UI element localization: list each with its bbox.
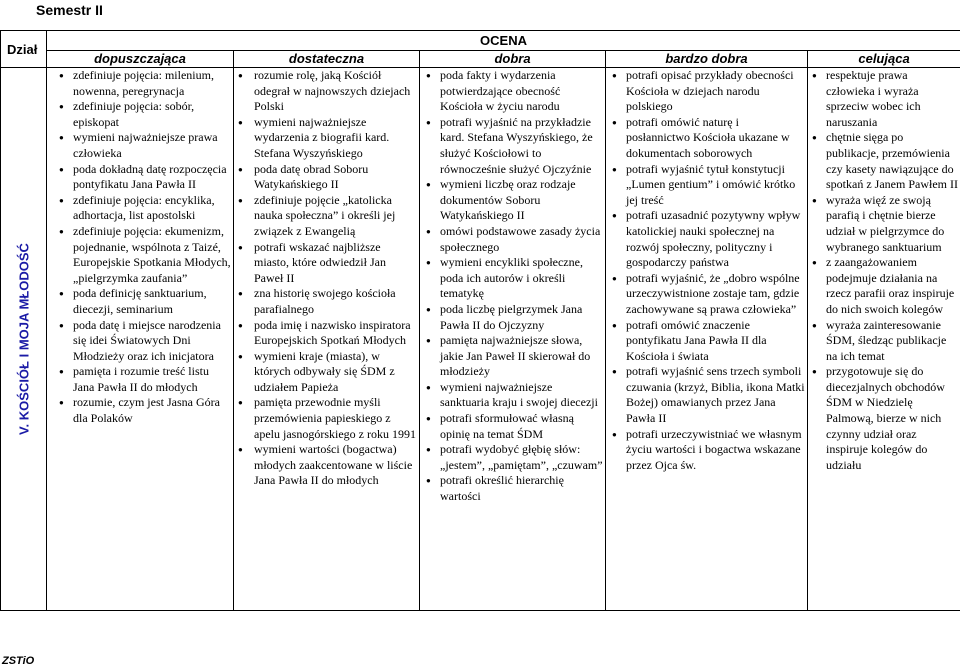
semester-title: Semestr II (36, 2, 103, 18)
requirement-item: ● zdefiniuje pojęcia: sobór, episkopat (55, 99, 231, 130)
dzial-header (1, 31, 47, 68)
requirement-item: ● pamięta i rozumie treść listu Jana Pawła II do młodych (55, 364, 231, 395)
column-celujaca (808, 68, 960, 611)
requirement-item: ● wymieni liczbę oraz rodzaje dokumentów Soboru Watykańskiego II (420, 177, 603, 224)
requirement-item: ● wymieni najważniejsze sanktuaria kraju i swojej diecezji (420, 380, 603, 411)
requirement-item: ● zdefiniuje pojęcia: encyklika, adhortacja, list apostolski (55, 193, 231, 224)
requirement-item: ● poda dokładną datę rozpoczęcia pontyfikatu Jana Pawła II (55, 162, 231, 193)
requirement-item: ● potrafi wyjaśnić tytuł konstytucji „Lumen gentium” i omówić krótko jej treść (606, 162, 805, 209)
requirement-item: ● rozumie, czym jest Jasna Góra dla Polaków (55, 395, 231, 426)
requirement-item: ● potrafi sformułować własną opinię na temat ŚDM (420, 411, 603, 442)
requirement-item: ● potrafi wskazać najbliższe miasto, które odwiedził Jan Paweł II (234, 240, 417, 287)
requirement-item: ● poda imię i nazwisko inspiratora Europejskich Spotkań Młodych (234, 318, 417, 349)
level-header-dopuszczajaca: dopuszczająca (47, 50, 234, 67)
dzial-label: Dział (7, 41, 38, 57)
requirement-item: ● wyraża zainteresowanie ŚDM, śledząc publikacje na ich temat (808, 318, 958, 365)
requirement-item: ● zdefiniuje pojęcia: milenium, nowenna, peregrynacja (55, 68, 231, 99)
level-header-celujaca: celująca (808, 50, 960, 67)
requirement-item: ● poda definicję sanktuarium, diecezji, seminarium (55, 286, 231, 317)
requirement-item: ● wymieni najważniejsze prawa człowieka (55, 130, 231, 161)
requirement-item: ● poda fakty i wydarzenia potwierdzające obecność Kościoła w życiu narodu (420, 68, 603, 115)
requirement-item: ● potrafi omówić znaczenie pontyfikatu Jana Pawła II dla Kościoła i świata (606, 318, 805, 365)
column-dobra (420, 68, 606, 611)
requirement-item: ● potrafi wyjaśnić, że „dobro wspólne urzeczywistnione zostaje tam, gdzie zachowywane są prawa człowieka” (606, 271, 805, 318)
requirement-item: ● przygotowuje się do diecezjalnych obchodów ŚDM w Niedzielę Palmową, bierze w nich czynny udział oraz inspiruje kolegów do udziału (808, 364, 958, 473)
grading-table (0, 30, 960, 611)
section-cell (1, 68, 47, 611)
ocena-header: OCENA (47, 31, 960, 51)
requirement-item: ● poda datę obrad Soboru Watykańskiego II (234, 162, 417, 193)
requirement-item: ● chętnie sięga po publikacje, przemówienia czy kasety nawiązujące do spotkań z Janem Pawłem II (808, 130, 958, 192)
requirement-item: ● z zaangażowaniem podejmuje działania na rzecz parafii oraz inspiruje do nich swoich kolegów (808, 255, 958, 317)
requirement-item: ● zdefiniuje pojęcia: ekumenizm, pojednanie, wspólnota z Taizé, Europejskie Spotkania Młodych, „pielgrzymka zaufania” (55, 224, 231, 286)
requirement-item: ● wymieni kraje (miasta), w których odbywały się ŚDM z udziałem Papieża (234, 349, 417, 396)
requirement-list (420, 68, 605, 505)
requirement-item: ● potrafi określić hierarchię wartości (420, 473, 603, 504)
requirement-item: ● wymieni wartości (bogactwa) młodych zaakcentowane w liście Jana Pawła II do młodych (234, 442, 417, 489)
requirement-item: ● potrafi wyjaśnić sens trzech symboli czuwania (krzyż, Biblia, ikona Matki Bożej) omawianych przez Jana Pawła II (606, 364, 805, 426)
requirement-item: ● wymieni najważniejsze wydarzenia z biografii kard. Stefana Wyszyńskiego (234, 115, 417, 162)
level-header-dostateczna: dostateczna (234, 50, 420, 67)
requirement-item: ● omówi podstawowe zasady życia społecznego (420, 224, 603, 255)
level-header-bardzo-dobra: bardzo dobra (606, 50, 808, 67)
requirement-item: ● pamięta najważniejsze słowa, jakie Jan Paweł II skierował do młodzieży (420, 333, 603, 380)
requirement-item: ● rozumie rolę, jaką Kościół odegrał w najnowszych dziejach Polski (234, 68, 417, 115)
requirement-item: ● potrafi wydobyć głębię słów: „jestem”, „pamiętam”, „czuwam” (420, 442, 603, 473)
section-title: V. KOŚCIÓŁ I MOJA MŁODOŚĆ (16, 243, 32, 435)
requirement-item: ● wyraża więź ze swoją parafią i chętnie bierze udział w pielgrzymce do wybranego sanktuarium (808, 193, 958, 255)
requirement-item: ● zdefiniuje pojęcie „katolicka nauka społeczna” i określi jej związek z Ewangelią (234, 193, 417, 240)
requirement-item: ● respektuje prawa człowieka i wyraża sprzeciw wobec ich naruszania (808, 68, 958, 130)
requirement-list (234, 68, 419, 489)
requirement-item: ● wymieni encykliki społeczne, poda ich autorów i określi tematykę (420, 255, 603, 302)
requirement-item: ● potrafi opisać przykłady obecności Kościoła w dziejach narodu polskiego (606, 68, 805, 115)
column-dopuszczajaca (47, 68, 234, 611)
footer-mark: ZSTiO (2, 655, 35, 667)
requirement-list (47, 68, 233, 427)
requirement-item: ● potrafi uzasadnić pozytywny wpływ katolickiej nauki społecznej na rozwój społeczny, polityczny i gospodarczy państwa (606, 208, 805, 270)
requirement-item: ● potrafi omówić naturę i posłannictwo Kościoła ukazane w dokumentach soborowych (606, 115, 805, 162)
column-dostateczna (234, 68, 420, 611)
level-header-dobra: dobra (420, 50, 606, 67)
requirement-item: ● potrafi wyjaśnić na przykładzie kard. Stefana Wyszyńskiego, że służyć Kościołowi to równocześnie służyć Ojczyźnie (420, 115, 603, 177)
requirement-item: ● poda datę i miejsce narodzenia się idei Światowych Dni Młodzieży oraz ich inicjatora (55, 318, 231, 365)
requirement-item: ● zna historię swojego kościoła parafialnego (234, 286, 417, 317)
requirement-item: ● poda liczbę pielgrzymek Jana Pawła II do Ojczyzny (420, 302, 603, 333)
requirement-item: ● potrafi urzeczywistniać we własnym życiu wartości i bogactwa wskazane przez Ojca św. (606, 427, 805, 474)
requirement-list (808, 68, 960, 473)
requirement-list (606, 68, 807, 473)
requirement-item: ● pamięta przewodnie myśli przemówienia papieskiego z apelu jasnogórskiego z roku 1991 (234, 395, 417, 442)
column-bardzo-dobra (606, 68, 808, 611)
